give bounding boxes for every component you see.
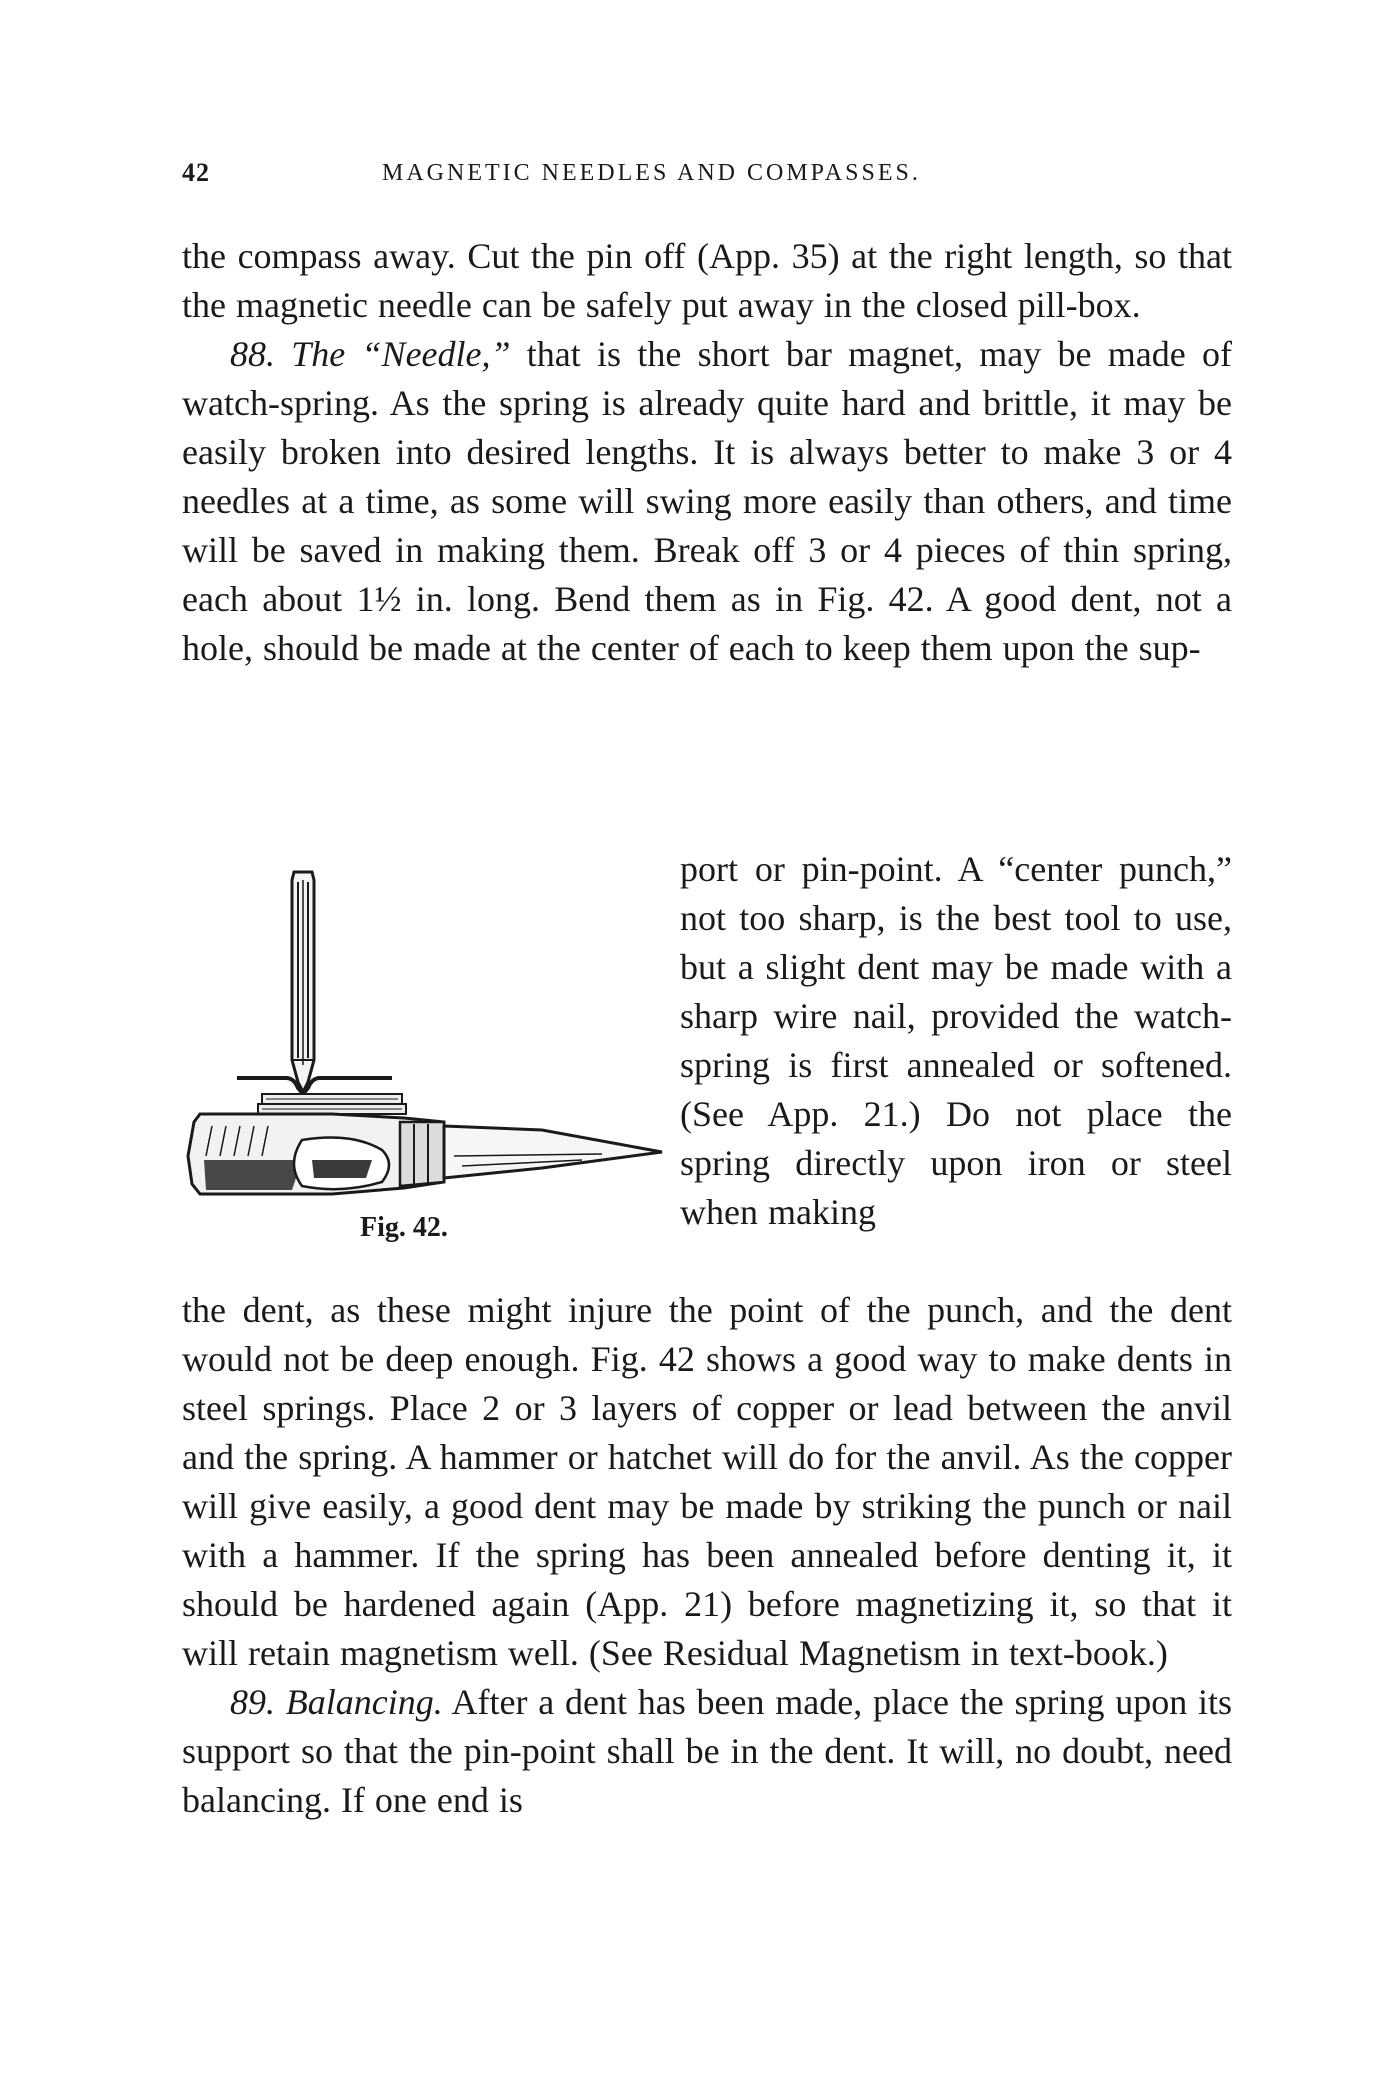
- running-title: MAGNETIC NEEDLES AND COMPASSES.: [382, 160, 921, 186]
- text-block-beside-figure: [680, 845, 1232, 1237]
- paragraph-89-body: After a dent has been made, place the spring upon its support so that the pin-point shall be in the dent. It will, no doubt, need balancing. If one end is: [182, 1682, 1233, 1820]
- section-title-balancing: Balancing.: [285, 1682, 443, 1722]
- running-head: [182, 158, 1232, 198]
- section-number-89: 89.: [230, 1682, 275, 1722]
- punch-on-hatchet-illustration: [182, 860, 672, 1260]
- paragraph-88-end: the dent, as these might injure the point of the punch, and the dent would not be deep enough. Fig. 42 shows a good way to make dents in steel springs. Place 2 or 3 layers of copper or lead between the anvil and the spring. A hammer or hatchet will do for the anvil. As the copper will give easily, a good dent may be made by striking the punch or nail with a hammer. If the spring has been annealed before denting it, it should be hardened again (App. 21) before magnetizing it, so that it will retain magnetism well. (See Residual Magnetism in text-book.): [182, 1290, 1232, 1673]
- text-block-top: [182, 232, 1232, 673]
- center-punch: [292, 872, 314, 1092]
- paragraph-88: [182, 330, 1232, 673]
- hatchet: [188, 1114, 662, 1194]
- section-title-needle: The “Needle,”: [291, 334, 511, 374]
- figure-caption: Fig. 42.: [360, 1212, 448, 1243]
- section-number-88: 88.: [230, 334, 275, 374]
- figure-42: [182, 860, 672, 1260]
- page-number: 42: [182, 158, 210, 187]
- paragraph-continuation: the compass away. Cut the pin off (App. 35) at the right length, so that the magnetic needle can be safely put away in the closed pill-box.: [182, 236, 1232, 325]
- watch-spring: [237, 1078, 392, 1094]
- text-block-bottom: [182, 1286, 1232, 1825]
- paragraph-88-body: that is the short bar magnet, may be made of watch-spring. As the spring is already quite hard and brittle, it may be easily broken into desired lengths. It is always better to make 3 or 4 needles at a time, as some will swing more easily than others, and time will be saved in making them. Break off 3 or 4 pieces of thin spring, each about 1½ in. long. Bend them as in Fig. 42. A good dent, not a hole, should be made at the center of each to keep them upon the sup-: [182, 334, 1232, 668]
- paragraph-89: [182, 1678, 1232, 1825]
- paragraph-88-side: port or pin-point. A “center punch,” not too sharp, is the best tool to use, but a slight dent may be made with a sharp wire nail, provided the watch-spring is first annealed or softened. (See App. 21.) Do not place the spring directly upon iron or steel when making: [680, 849, 1232, 1232]
- copper-layers: [258, 1094, 406, 1114]
